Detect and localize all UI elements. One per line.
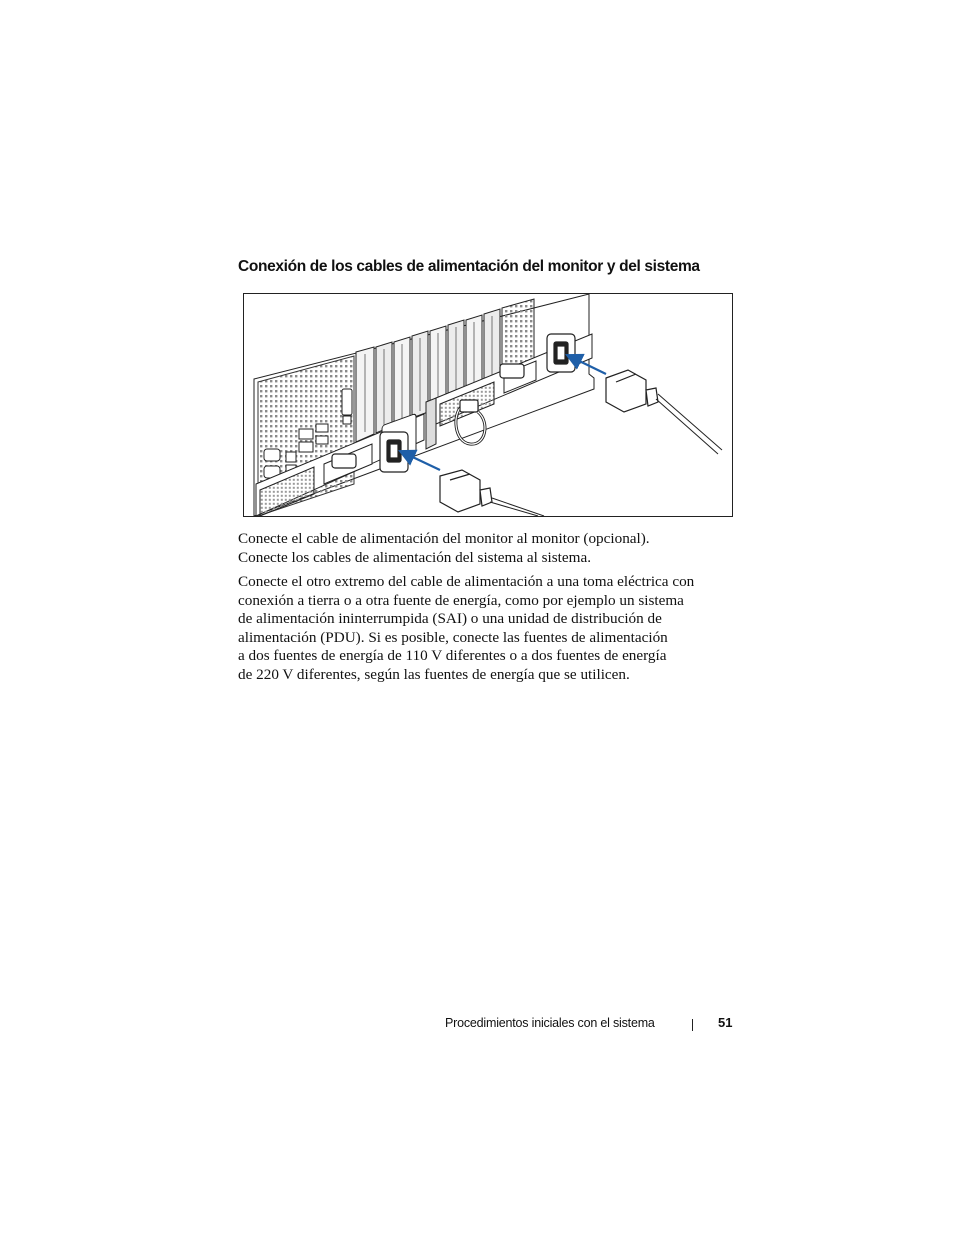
power-socket-right (547, 334, 575, 372)
text-line: Conecte los cables de alimentación del sistema al sistema. (238, 548, 591, 566)
text-line: de 220 V diferentes, según las fuentes de energía que se utilicen. (238, 665, 630, 683)
text-line: Conecte el otro extremo del cable de alimentación a una toma eléctrica con (238, 573, 695, 590)
power-plug-left (440, 470, 492, 512)
paragraph-power-source (238, 573, 738, 685)
footer-section-title: Procedimientos iniciales con el sistema (445, 1016, 655, 1030)
section-heading: Conexión de los cables de alimentación del monitor y del sistema (238, 258, 700, 275)
page-number: 51 (718, 1015, 733, 1030)
power-plug-right (606, 370, 658, 412)
text-line: conexión a tierra o a otra fuente de energía, como por ejemplo un sistema (238, 591, 684, 609)
text-line: de alimentación ininterrumpida (SAI) o una unidad de distribución de (238, 610, 662, 628)
paragraph-connect-cables (238, 530, 738, 567)
text-line: a dos fuentes de energía de 110 V diferentes o a dos fuentes de energía (238, 647, 667, 665)
power-cable-illustration (243, 293, 733, 517)
footer-separator (692, 1019, 693, 1031)
text-line: alimentación (PDU). Si es posible, conecte las fuentes de alimentación (238, 628, 668, 646)
text-line: Conecte el cable de alimentación del monitor al monitor (opcional). (238, 530, 650, 547)
